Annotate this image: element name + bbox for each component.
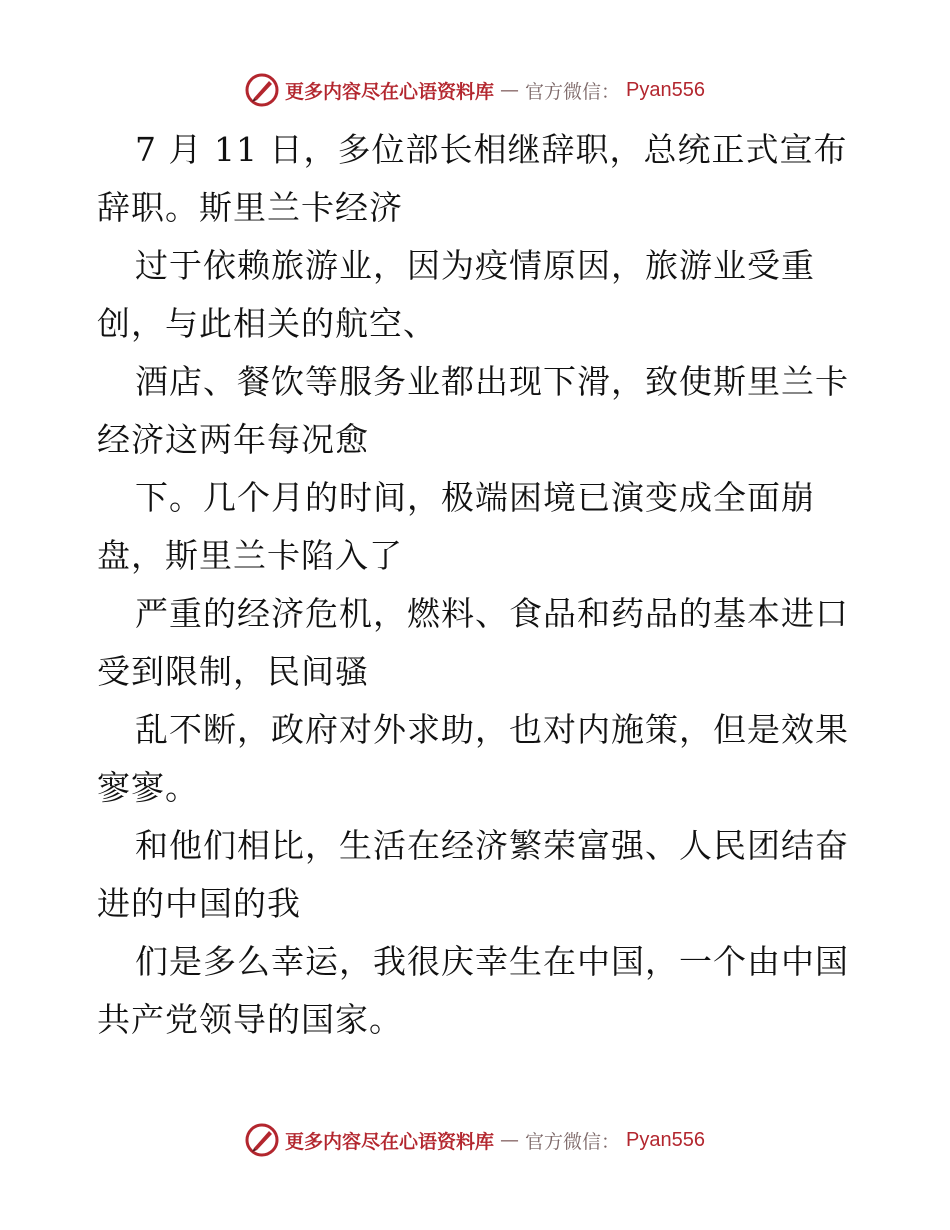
header-banner (0, 70, 950, 110)
footer-banner (0, 1120, 950, 1160)
footer-main-text: 更多内容尽在心语资料库 (285, 1130, 495, 1153)
body-line: 创，与此相关的航空、 (97, 304, 437, 343)
body-line: 严重的经济危机，燃料、食品和药品的基本进口 (135, 594, 849, 633)
body-line: 受到限制，民间骚 (97, 652, 369, 691)
footer-wechat-label: 官方微信： (525, 1130, 621, 1153)
header-separator: — (500, 79, 520, 101)
header-wechat-id: Pyan556 (626, 78, 705, 101)
document-body (97, 121, 857, 1049)
body-line: 和他们相比，生活在经济繁荣富强、人民团结奋 (135, 826, 849, 865)
quill-logo-icon (245, 1123, 279, 1157)
body-line: 盘，斯里兰卡陷入了 (97, 536, 403, 575)
body-line: 共产党领导的国家。 (97, 1000, 403, 1039)
footer-separator: — (500, 1129, 520, 1151)
header-wechat-label: 官方微信： (525, 80, 621, 103)
header-main-text: 更多内容尽在心语资料库 (285, 80, 495, 103)
body-line: 们是多么幸运，我很庆幸生在中国，一个由中国 (135, 942, 849, 981)
body-line: 寥寥。 (97, 768, 199, 807)
quill-logo-icon (245, 73, 279, 107)
body-line: 酒店、餐饮等服务业都出现下滑，致使斯里兰卡 (135, 362, 849, 401)
body-line: 下。几个月的时间，极端困境已演变成全面崩 (135, 478, 815, 517)
body-line: 过于依赖旅游业，因为疫情原因，旅游业受重 (135, 246, 815, 285)
body-line: 经济这两年每况愈 (97, 420, 369, 459)
footer-wechat-id: Pyan556 (626, 1128, 705, 1151)
body-line: 7 月 11 日，多位部长相继辞职，总统正式宣布 (135, 130, 848, 169)
body-line: 辞职。斯里兰卡经济 (97, 188, 403, 227)
body-line: 乱不断，政府对外求助，也对内施策，但是效果 (135, 710, 849, 749)
body-line: 进的中国的我 (97, 884, 301, 923)
